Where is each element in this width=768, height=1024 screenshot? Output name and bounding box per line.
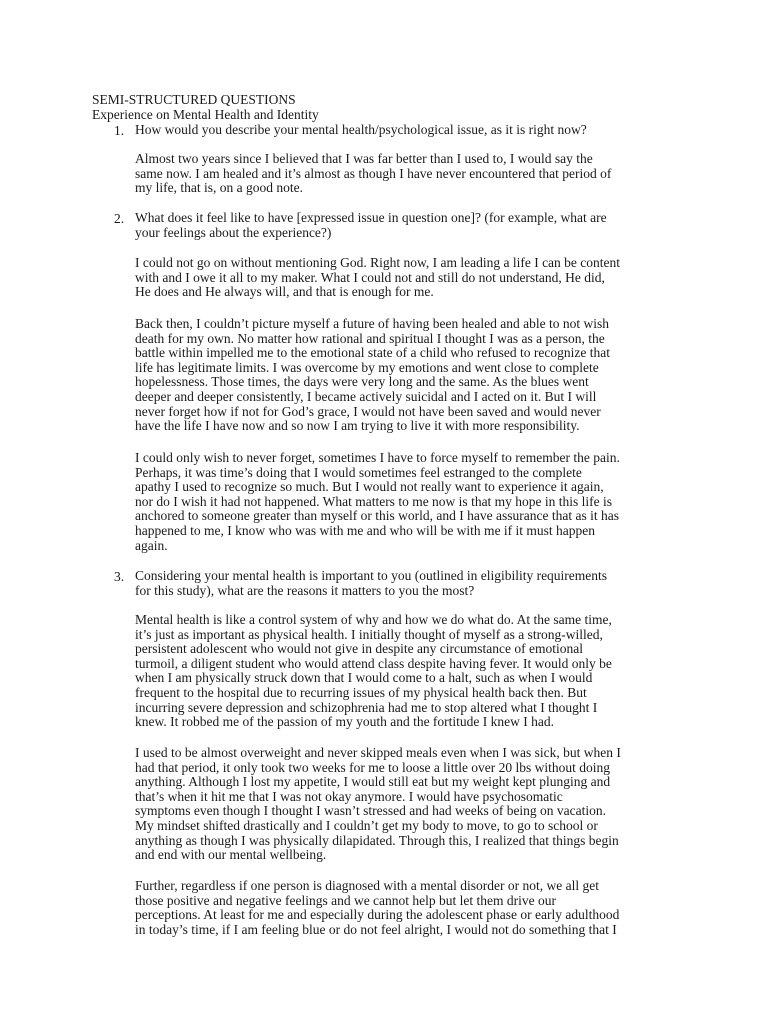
question-3-line: for this study), what are the reasons it matters to you the most?	[135, 582, 475, 598]
text-line: deeper and deeper consistently, I became actively suicidal and I acted on it. But I will	[135, 388, 597, 404]
answer-2-paragraph-3	[135, 451, 620, 553]
question-1-number: 1.	[114, 123, 125, 138]
question-3-line: Considering your mental health is important to you (outlined in eligibility requirements	[135, 568, 608, 583]
text-line: my life, that is, on a good note.	[135, 180, 303, 196]
text-line: with and I owe it all to my maker. What I could not and still do not understand, He did,	[135, 269, 605, 285]
text-line: anchored to someone greater than myself or this world, and I have assurance that as it has	[135, 508, 619, 524]
text-line: turmoil, a diligent student who would attend class despite having fever. It would only be	[135, 655, 612, 671]
text-line: life has legitimate limits. I was overcome by my emotions and went close to complete	[135, 359, 599, 375]
text-line: Mental health is like a control system of why and how we do what do. At the same time,	[135, 612, 612, 627]
document-subtitle: Experience on Mental Health and Identity	[92, 107, 319, 122]
answer-3-paragraph-1	[135, 613, 612, 730]
question-2-number: 2.	[114, 211, 125, 226]
text-line: I used to be almost overweight and never skipped meals even when I was sick, but when I	[135, 745, 621, 760]
text-line: when I am physically struck down that I would come to a halt, such as when I would	[135, 670, 593, 686]
text-line: anything as though I was physically dilapidated. Through this, I realized that things begin	[135, 832, 619, 848]
text-line: incurring severe depression and schizophrenia had me to stop altered what I thought I	[135, 699, 598, 715]
text-line: have the life I have now and so now I am trying to live it with more responsibility.	[135, 418, 580, 434]
text-line: persistent adolescent who would not give in despite any circumstance of emotional	[135, 641, 584, 657]
text-line: never forget how if not for God’s grace, I would not have been saved and would never	[135, 403, 601, 419]
question-3-text	[135, 569, 607, 598]
text-line: knew. It robbed me of the passion of my youth and the fortitude I knew I had.	[135, 714, 555, 730]
question-1-text	[135, 123, 587, 138]
question-3-number: 3.	[114, 569, 125, 584]
text-line: had that period, it only took two weeks for me to loose a little over 20 lbs without doing	[135, 759, 611, 775]
text-line: Almost two years since I believed that I was far better than I used to, I would say the	[135, 151, 593, 166]
text-line: again.	[135, 537, 168, 553]
answer-2-paragraph-1	[135, 256, 620, 300]
text-line: in today’s time, if I am feeling blue or do not feel alright, I would not do something that I	[135, 921, 617, 937]
text-line: Perhaps, it was time’s doing that I would sometimes feel estranged to the complete	[135, 464, 582, 480]
question-2-text	[135, 211, 607, 240]
question-2-line: What does it feel like to have [expressed issue in question one]? (for example, what are	[135, 210, 607, 225]
document-title: SEMI-STRUCTURED QUESTIONS	[92, 92, 296, 107]
text-line: Back then, I couldn’t picture myself a future of having been healed and able to not wish	[135, 316, 609, 331]
text-line: apathy I used to recognize so much. But I would not really want to experience it again,	[135, 479, 604, 495]
answer-2-paragraph-2	[135, 317, 610, 434]
answer-1-paragraph-1	[135, 152, 611, 196]
text-line: that’s when it hit me that I was not okay anymore. I would have psychosomatic	[135, 788, 563, 804]
text-line: My mindset shifted drastically and I couldn’t get my body to move, to go to school or	[135, 817, 598, 833]
text-line: He does and He always will, and that is enough for me.	[135, 284, 434, 300]
text-line: those positive and negative feelings and we cannot help but let them drive our	[135, 892, 557, 908]
text-line: Further, regardless if one person is diagnosed with a mental disorder or not, we all get	[135, 878, 599, 893]
text-line: it’s just as important as physical health. I initially thought of myself as a strong-willed,	[135, 626, 603, 642]
text-line: same now. I am healed and it’s almost as though I have never encountered that period of	[135, 165, 612, 181]
text-line: frequent to the hospital due to recurring issues of my physical health back then. But	[135, 684, 587, 700]
answer-3-paragraph-3	[135, 879, 619, 937]
text-line: I could not go on without mentioning God. Right now, I am leading a life I can be content	[135, 255, 621, 270]
text-line: symptoms even though I thought I wasn’t stressed and had weeks of being on vacation.	[135, 803, 607, 819]
text-line: I could only wish to never forget, sometimes I have to force myself to remember the pain.	[135, 450, 620, 465]
text-line: battle within impelled me to the emotional state of a child who refused to recognize that	[135, 345, 610, 361]
text-line: anything. Although I lost my appetite, I would still eat but my weight kept plunging and	[135, 774, 611, 790]
text-line: nor do I wish it had not happened. What matters to me now is that my hope in this life is	[135, 493, 613, 509]
text-line: death for my own. No matter how rational and spiritual I thought I was as a person, the	[135, 330, 605, 346]
question-1-line: How would you describe your mental health/psychological issue, as it is right now?	[135, 122, 587, 137]
question-2-line: your feelings about the experience?)	[135, 224, 332, 240]
text-line: and end with our mental wellbeing.	[135, 847, 327, 863]
text-line: hopelessness. Those times, the days were very long and the same. As the blues went	[135, 374, 589, 390]
answer-3-paragraph-2	[135, 746, 621, 863]
text-line: perceptions. At least for me and especially during the adolescent phase or early adulthood	[135, 907, 620, 923]
text-line: happened to me, I know who was with me and who will be with me if it must happen	[135, 522, 596, 538]
